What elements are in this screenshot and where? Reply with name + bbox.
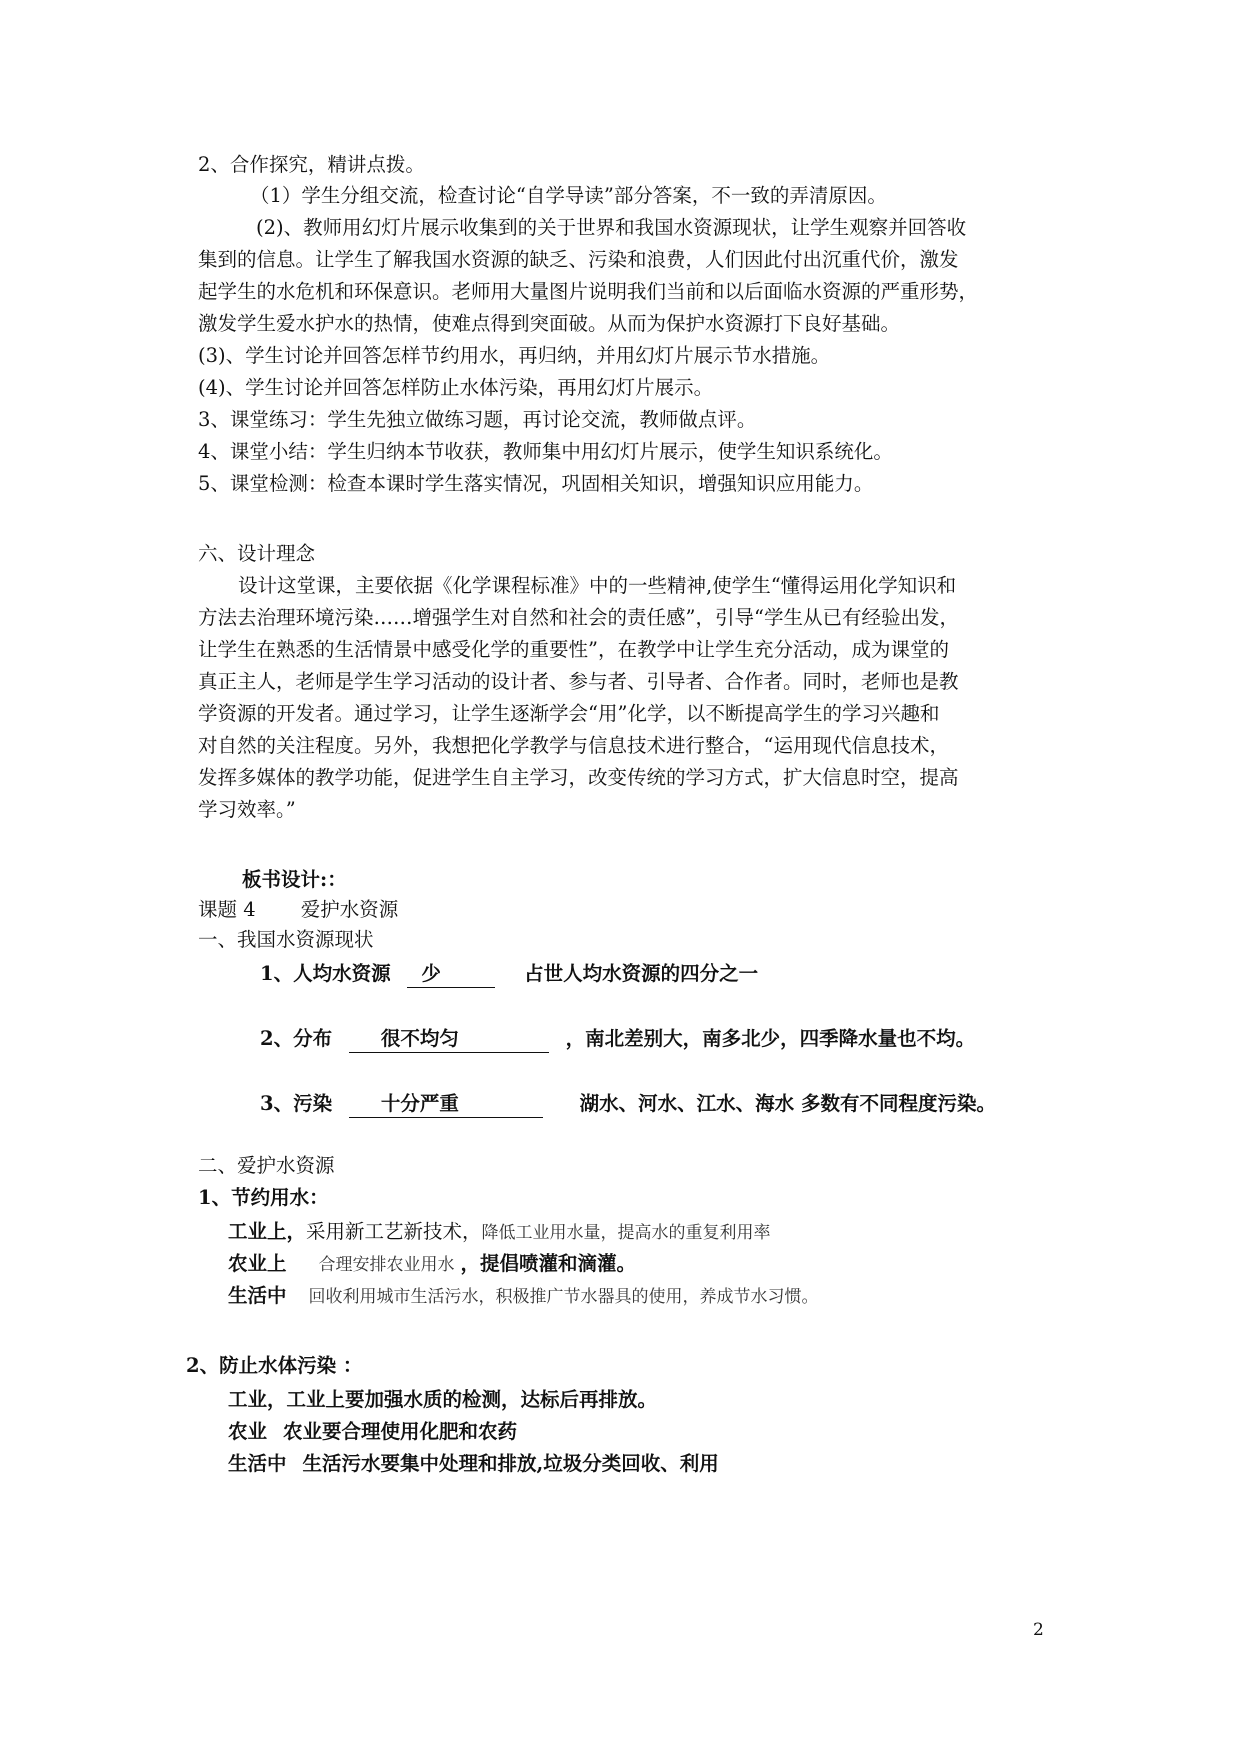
save-life: [228, 1282, 819, 1311]
save-water-title: 1、节约用水：: [198, 1186, 329, 1209]
design-line: 设计这堂课，主要依据《化学课程标准》中的一些精神,使学生“懂得运用化学知识和: [238, 574, 957, 597]
page-number: 2: [1033, 1620, 1044, 1640]
item-label: 3、污染: [260, 1092, 333, 1115]
board-topic: 课题 4 爱护水资源: [198, 898, 399, 921]
paragraph-1: （1）学生分组交流，检查讨论“自学导读”部分答案，不一致的弄清原因。: [250, 184, 887, 207]
paragraph-2-line: 起学生的水危机和环保意识。老师用大量图片说明我们当前和以后面临水资源的严重形势，: [198, 280, 979, 303]
row-text: 采用新工艺新技术，: [306, 1220, 482, 1243]
row-text: 农业要合理使用化肥和农药: [283, 1420, 518, 1443]
section-3: 3、课堂练习：学生先独立做练习题，再讨论交流，教师做点评。: [198, 408, 757, 431]
paragraph-2-line: 集到的信息。让学生了解我国水资源的缺乏、污染和浪费，人们因此付出沉重代价，激发: [198, 248, 959, 271]
row-text: 生活污水要集中处理和排放,垃圾分类回收、利用: [302, 1452, 719, 1475]
row-text: 回收利用城市生活污水，积极推广节水器具的使用，养成节水习惯。: [308, 1287, 819, 1307]
prevent-agriculture: [228, 1418, 517, 1446]
item-label: 2、分布: [260, 1027, 333, 1050]
paragraph-4: (4)、学生讨论并回答怎样防止水体污染，再用幻灯片展示。: [198, 376, 714, 399]
row-label: 生活中: [228, 1284, 287, 1307]
save-industry: [228, 1218, 771, 1247]
board-part2-title: 二、爱护水资源: [198, 1154, 335, 1177]
fill-blank: 很不均匀: [349, 1026, 549, 1053]
design-line: 让学生在熟悉的生活情景中感受化学的重要性”，在教学中让学生充分活动，成为课堂的: [198, 638, 949, 661]
board-item-3: [260, 1090, 996, 1118]
row-text: 合理安排农业用水: [318, 1255, 455, 1275]
design-line: 学习效率。”: [198, 798, 296, 821]
board-item-1: [260, 960, 758, 988]
board-part1-title: 一、我国水资源现状: [198, 928, 374, 951]
design-line: 学资源的开发者。通过学习，让学生逐渐学会“用”化学，以不断提高学生的学习兴趣和: [198, 702, 940, 725]
design-line: 真正主人，老师是学生学习活动的设计者、参与者、引导者、合作者。同时，老师也是教: [198, 670, 959, 693]
prevent-industry: 工业，工业上要加强水质的检测，达标后再排放。: [228, 1388, 658, 1411]
fill-blank: 少: [407, 961, 495, 988]
item-label: 1、人均水资源: [260, 962, 391, 985]
row-text: 降低工业用水量，提高水的重复利用率: [481, 1223, 771, 1243]
prevent-pollution-title: 2、防止水体污染 ：: [186, 1354, 363, 1377]
row-label: 农业上: [228, 1252, 287, 1275]
row-text: ，提倡喷灌和滴灌。: [460, 1252, 637, 1275]
item-detail: 湖水、河水、江水、海水 多数有不同程度污染。: [579, 1092, 996, 1115]
design-line: 方法去治理环境污染……增强学生对自然和社会的责任感”，引导“学生从已有经验出发，: [198, 606, 959, 629]
section-5: 5、课堂检测：检查本课时学生落实情况，巩固相关知识，增强知识应用能力。: [198, 472, 874, 495]
board-item-2: [260, 1025, 975, 1053]
row-label: 生活中: [228, 1452, 287, 1475]
paragraph-2-line: (2)、教师用幻灯片展示收集到的关于世界和我国水资源现状，让学生观察并回答收: [256, 216, 967, 239]
paragraph-3: (3)、学生讨论并回答怎样节约用水，再归纳，并用幻灯片展示节水措施。: [198, 344, 831, 367]
section-2-heading: 2、合作探究，精讲点拨。: [198, 153, 425, 176]
item-detail: 占世人均水资源的四分之一: [524, 962, 759, 985]
paragraph-2-line: 激发学生爱水护水的热情，使难点得到突面破。从而为保护水资源打下良好基础。: [198, 312, 901, 335]
row-label: 农业: [228, 1420, 268, 1443]
design-line: 对自然的关注程度。另外，我想把化学教学与信息技术进行整合，“运用现代信息技术，: [198, 734, 949, 757]
section-4: 4、课堂小结：学生归纳本节收获，教师集中用幻灯片展示，使学生知识系统化。: [198, 440, 893, 463]
prevent-life: [228, 1450, 719, 1478]
design-line: 发挥多媒体的教学功能，促进学生自主学习，改变传统的学习方式，扩大信息时空，提高: [198, 766, 959, 789]
board-title: 板书设计:：: [242, 868, 347, 891]
save-agriculture: [228, 1250, 636, 1279]
item-detail: ，南北差别大，南多北少，四季降水量也不均。: [565, 1027, 976, 1050]
fill-blank: 十分严重: [349, 1091, 543, 1118]
row-label: 工业上，: [228, 1220, 307, 1243]
design-title: 六、设计理念: [198, 542, 316, 565]
